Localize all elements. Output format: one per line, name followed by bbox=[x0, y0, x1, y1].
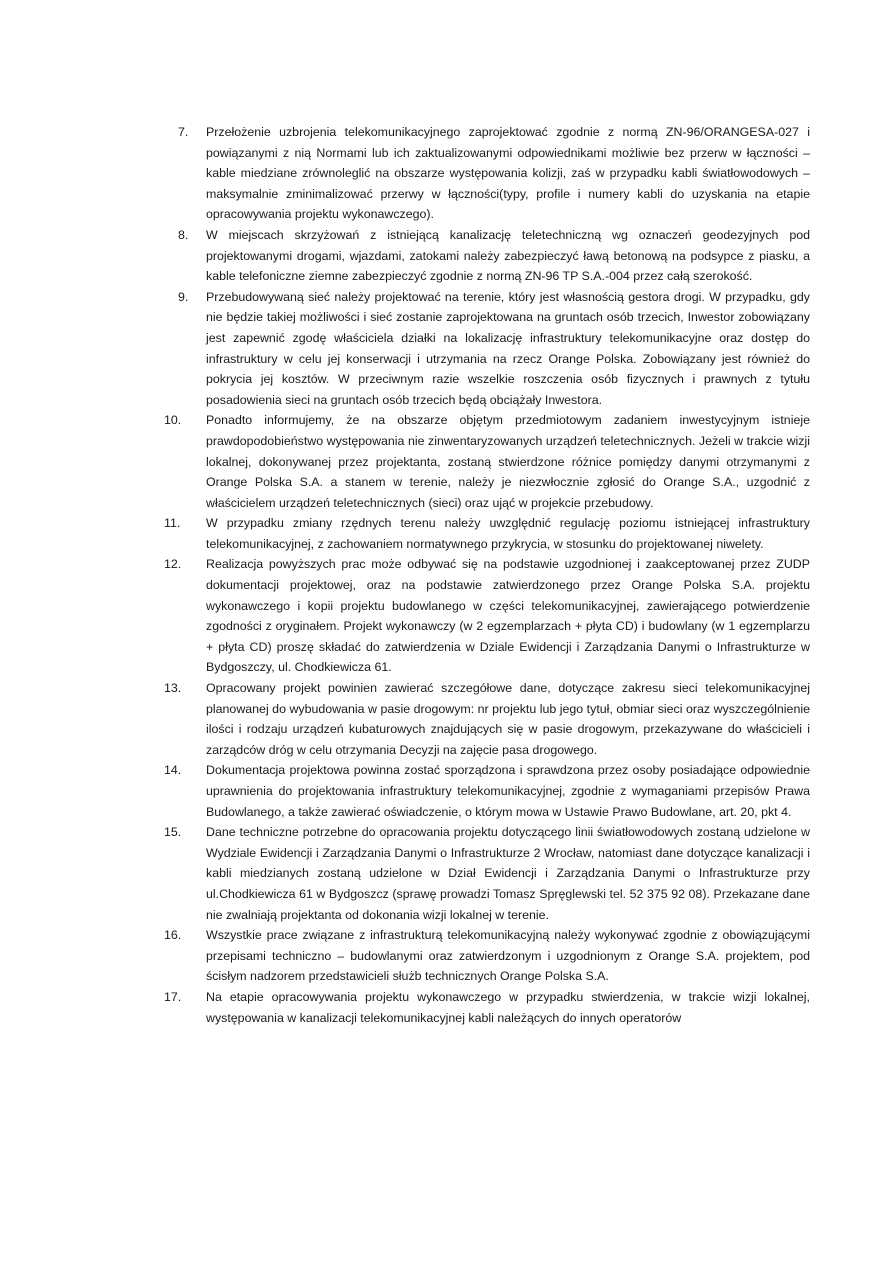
item-text: Ponadto informujemy, że na obszarze objętym przedmiotowym zadaniem inwestycyjnym istnieje prawdopodobieństwo występowania nie zinwentaryzowanych urządzeń teletechnicznych. Jeżeli w trakcie wizji lokalnej, dokonywanej przez projektanta, zostaną stwierdzone różnice pomiędzy danymi otrzymanymi z Orange Polska S.A. a stanem w terenie, należy je niezwłocznie zgłosić do Orange S.A., uzgodnić z właścicielem urządzeń teletechnicznych (sieci) oraz ująć w projekcie przebudowy. bbox=[206, 413, 810, 510]
item-text: Dokumentacja projektowa powinna zostać sporządzona i sprawdzona przez osoby posiadające odpowiednie uprawnienia do projektowania infrastruktury telekomunikacyjnej, zgodnie z wymaganiami przepisów Prawa Budowlanego, a także zawierać oświadczenie, o którym mowa w Ustawie Prawo Budowlane, art. 20, pkt 4. bbox=[206, 763, 810, 819]
item-text: W miejscach skrzyżowań z istniejącą kanalizację teletechniczną wg oznaczeń geodezyjnych pod projektowanymi drogami, wjazdami, zatokami należy zabezpieczyć ławą betonową na podsypce z piasku, a kable telefoniczne ziemne zabezpieczyć zgodnie z normą ZN-96 TP S.A.-004 przez całą szerokość. bbox=[206, 227, 810, 284]
list-item-13 bbox=[160, 678, 810, 760]
list-item-15 bbox=[160, 822, 810, 925]
item-text: Dane techniczne potrzebne do opracowania projektu dotyczącego linii światłowodowych zostaną udzielone w Wydziale Ewidencji i Zarządzania Danymi o Infrastrukturze 2 Wrocław, natomiast dane dotyczące kanalizacji i kabli miedzianych zostaną udzielone w Dział Ewidencji i Zarządzania Danymi o Infrastrukturze przy ul.Chodkiewicza 61 w Bydgoszcz (sprawę prowadzi Tomasz Spręglewski tel. 52 375 92 08). Przekazane dane nie zwalniają projektanta od dokonania wizji lokalnej w terenie. bbox=[206, 825, 810, 922]
list-item-10 bbox=[160, 410, 810, 513]
list-item-16 bbox=[160, 925, 810, 987]
item-number: 9. bbox=[178, 289, 189, 304]
item-text: Opracowany projekt powinien zawierać szczegółowe dane, dotyczące zakresu sieci telekomunikacyjnej planowanej do wybudowania w pasie drogowym: nr projektu lub jego tytuł, obmiar sieci oraz wyszczególnienie ilości i rodzaju urządzeń kubaturowych znajdujących się w pasie drogowym, przekazywane do właścicieli i zarządców dróg w celu otrzymania Decyzji na zajęcie pasa drogowego. bbox=[206, 681, 810, 757]
list-item-7 bbox=[160, 122, 810, 225]
item-number: 17. bbox=[164, 989, 182, 1004]
list-item-14 bbox=[160, 760, 810, 822]
numbered-list bbox=[160, 122, 810, 1028]
item-text: Przełożenie uzbrojenia telekomunikacyjnego zaprojektować zgodnie z normą ZN-96/ORANGESA-027 i powiązanymi z nią Normami lub ich zaktualizowanymi odpowiednikami możliwie bez przerw w łączności – kable miedziane zrównoleglić na obszarze występowania kolizji, zaś w przypadku kabli światłowodowych – maksymalnie zminimalizować przerwy w łączności(typy, profile i numery kabli do uzyskania na etapie opracowywania projektu wykonawczego). bbox=[206, 125, 810, 222]
item-number: 11. bbox=[164, 516, 181, 531]
list-item-17 bbox=[160, 987, 810, 1028]
item-number: 12. bbox=[164, 557, 182, 572]
item-number: 15. bbox=[164, 825, 182, 840]
item-text: Realizacja powyższych prac może odbywać się na podstawie uzgodnionej i zaakceptowanej przez ZUDP dokumentacji projektowej, oraz na podstawie zatwierdzonego przez Orange Polska S.A. projektu wykonawczego i kopii projektu budowlanego w części telekomunikacyjnej, zawierającego potwierdzenie zgodności z oryginałem. Projekt wykonawczy (w 2 egzemplarzach + płyta CD) i budowlany (w 1 egzemplarzu + płyta CD) proszę składać do zatwierdzenia w Dziale Ewidencji i Zarządzania Danymi o Infrastrukturze w Bydgoszczy, ul. Chodkiewicza 61. bbox=[206, 557, 810, 675]
list-item-12 bbox=[160, 554, 810, 678]
item-text: Na etapie opracowywania projektu wykonawczego w przypadku stwierdzenia, w trakcie wizji lokalnej, występowania w kanalizacji telekomunikacyjnej kabli należących do innych operatorów bbox=[206, 989, 810, 1025]
item-text: Przebudowywaną sieć należy projektować na terenie, który jest własnością gestora drogi. W przypadku, gdy nie będzie takiej możliwości i sieć zostanie zaprojektowana na gruntach osób trzecich, Inwestor zobowiązany jest zapewnić zgodę właściciela działki na lokalizację infrastruktury telekomunikacyjne oraz dostęp do infrastruktury w celu jej konserwacji i utrzymania na rzecz Orange Polska. Zobowiązany jest również do pokrycia jej kosztów. W przeciwnym razie wszelkie roszczenia osób fizycznych i prawnych z tytułu posadowienia sieci na gruntach osób trzecich będą obciążały Inwestora. bbox=[206, 289, 810, 407]
item-number: 13. bbox=[164, 681, 182, 696]
item-number: 10. bbox=[164, 413, 182, 428]
item-text: Wszystkie prace związane z infrastrukturą telekomunikacyjną należy wykonywać zgodnie z obowiązującymi przepisami techniczno – budowlanymi oraz zatwierdzonym i uzgodnionym z Orange S.A. projektem, pod ścisłym nadzorem przedstawicieli służb technicznych Orange Polska S.A. bbox=[206, 928, 810, 984]
item-number: 14. bbox=[164, 763, 182, 778]
list-item-8 bbox=[160, 225, 810, 287]
list-item-9 bbox=[160, 287, 810, 411]
item-number: 16. bbox=[164, 928, 182, 943]
item-number: 8. bbox=[178, 227, 189, 242]
list-item-11 bbox=[160, 513, 810, 554]
item-text: W przypadku zmiany rzędnych terenu należy uwzględnić regulację poziomu istniejącej infrastruktury telekomunikacyjnej, z zachowaniem normatywnego przykrycia, w stosunku do projektowanej niwelety. bbox=[206, 516, 810, 551]
item-number: 7. bbox=[178, 125, 189, 139]
